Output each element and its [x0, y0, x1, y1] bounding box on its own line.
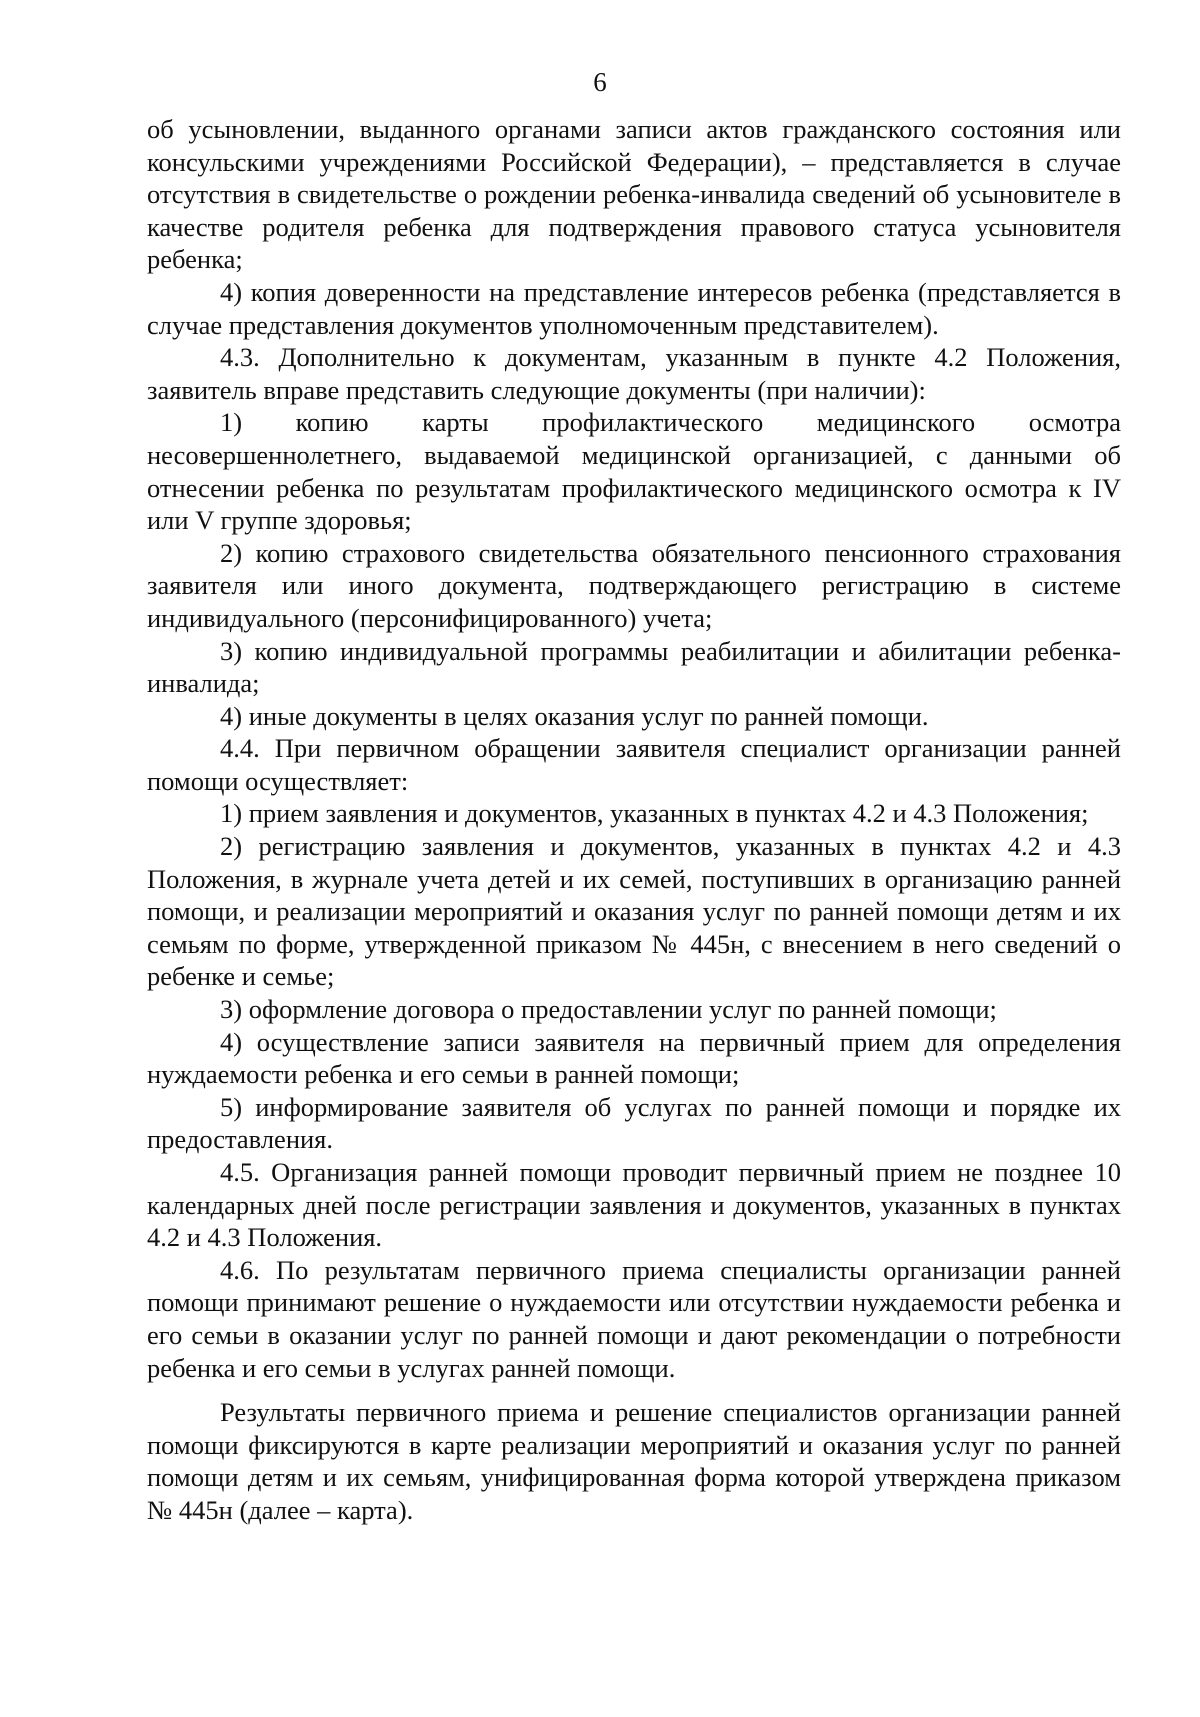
paragraph-item-4-power-of-attorney: 4) копия доверенности на представление интересов ребенка (представляется в случае представления документов уполномоченным представителем). — [147, 276, 1121, 340]
paragraph-4-5: 4.5. Организация ранней помощи проводит первичный прием не позднее 10 календарных дней после регистрации заявления и документов, указанных в пунктах 4.2 и 4.3 Положения. — [147, 1157, 1121, 1253]
paragraph-4-3-item-1: 1) копию карты профилактического медицинского осмотра несовершеннолетнего, выдаваемой медицинской организацией, с данными об отнесении ребенка по результатам профилактического медицинского осмотра к IV или V группе здоровья; — [147, 407, 1121, 536]
paragraph-4-4: 4.4. При первичном обращении заявителя специалист организации ранней помощи осуществляет: — [147, 733, 1121, 796]
paragraph-results: Результаты первичного приема и решение специалистов организации ранней помощи фиксируются в карте реализации мероприятий и оказания услуг по ранней помощи детям и их семьям, унифицированная форма которой утверждена приказом № 445н (далее – карта). — [147, 1397, 1121, 1525]
paragraph-4-3-item-2: 2) копию страхового свидетельства обязательного пенсионного страхования заявителя или иного документа, подтверждающего регистрацию в системе индивидуального (персонифицированного) учета; — [147, 537, 1121, 633]
paragraph-4-3-item-4: 4) иные документы в целях оказания услуг по ранней помощи. — [220, 700, 929, 731]
paragraph-4-4-item-2: 2) регистрацию заявления и документов, указанных в пунктах 4.2 и 4.3 Положения, в журнале учета детей и их семей, поступивших в организацию ранней помощи, и реализации мероприятий и оказания услуг по ранней помощи детям и их семьям по форме, утвержденной приказом № 445н, с внесением в него сведений о ребенке и семье; — [147, 831, 1121, 992]
paragraph-4-3: 4.3. Дополнительно к документам, указанным в пункте 4.2 Положения, заявитель вправе представить следующие документы (при наличии): — [147, 342, 1121, 405]
paragraph-4-6: 4.6. По результатам первичного приема специалисты организации ранней помощи принимают решение о нуждаемости или отсутствии нуждаемости ребенка и его семьи в оказании услуг по ранней помощи и дают рекомендации о потребности ребенка и его семьи в услугах ранней помощи. — [147, 1254, 1121, 1383]
paragraph-continuation: об усыновлении, выданного органами записи актов гражданского состояния или консульскими учреждениями Российской Федерации), – представляется в случае отсутствия в свидетельстве о рождении ребенка-инвалида сведений об усыновителе в качестве родителя ребенка для подтверждения правового статуса усыновителя ребенка; — [147, 114, 1121, 275]
paragraph-4-4-item-3: 3) оформление договора о предоставлении услуг по ранней помощи; — [220, 994, 997, 1025]
paragraph-4-4-item-5: 5) информирование заявителя об услугах по ранней помощи и порядке их предоставления. — [147, 1091, 1121, 1155]
document-body — [147, 113, 1121, 1527]
paragraph-4-4-item-1: 1) прием заявления и документов, указанных в пунктах 4.2 и 4.3 Положения; — [220, 798, 1089, 829]
paragraph-4-4-item-4: 4) осуществление записи заявителя на первичный прием для определения нуждаемости ребенка и его семьи в ранней помощи; — [147, 1026, 1121, 1090]
page-number: 6 — [593, 67, 607, 97]
paragraph-4-3-item-3: 3) копию индивидуальной программы реабилитации и абилитации ребенка-инвалида; — [147, 635, 1121, 699]
